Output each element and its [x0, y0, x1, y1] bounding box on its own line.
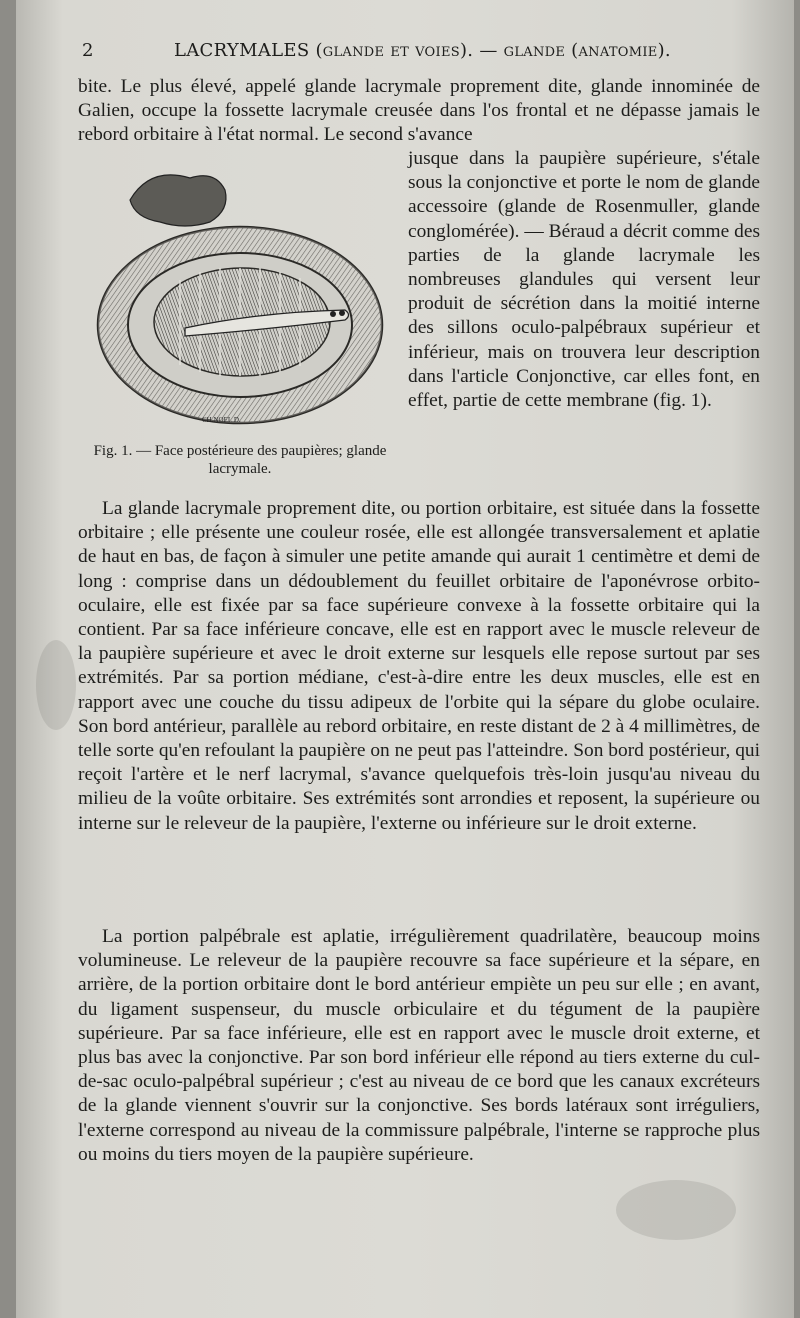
- page-number: 2: [82, 40, 94, 61]
- eyelid-engraving: [90, 160, 390, 430]
- book-page: [16, 0, 794, 1318]
- figure-caption: Fig. 1. — Face postérieure des paupières; glande lacrymale.: [93, 443, 387, 477]
- paragraph-wrapped: jusque dans la paupière supérieure, s'étale sous la conjonctive et porte le nom de glande accessoire (glande de Rosenmuller, glande conglomérée). — Béraud a décrit comme des parties de la glande lacrymale les nombreuses glandules qui versent leur produit de sécrétion dans la moitié interne des sillons oculo-palpébraux supérieur et inférieur, mais on trouvera leur description dans l'article Conjonctive, car elles font, en effet, partie de cette membrane (fig. 1).: [408, 148, 760, 412]
- paragraph-intro: bite. Le plus élevé, appelé glande lacrymale proprement dite, glande innominée de Galien, occupe la fossette lacrymale creusée dans l'os frontal et ne dépasse jamais le rebord orbitaire à l'état normal. Le second s'avance: [78, 76, 760, 146]
- engraver-signature: CH.NOEL.D.: [202, 416, 241, 424]
- paper-stain: [616, 1180, 736, 1240]
- paragraph-orbital-portion: La glande lacrymale proprement dite, ou portion orbitaire, est située dans la fossette orbitaire ; elle présente une couleur rosée, elle est allongée transversalement et aplatie de haut en bas, de façon à simuler une petite amande qui aurait 1 centimètre et demi de long : comprise dans un dédoublement du feuillet orbitaire de l'aponévrose orbito-oculaire, elle est fixée par sa face supérieure convexe à la fossette orbitaire qui la contient. Par sa face inférieure concave, elle est en rapport avec le muscle releveur de la paupière supérieure et avec le droit externe sur lesquels elle repose surtout par ses extrémités. Par sa portion médiane, c'est-à-dire entre les deux muscles, elle est en rapport avec une couche du tissu adipeux de l'orbite qui la sépare du globe oculaire. Son bord antérieur, parallèle au rebord orbitaire, en reste distant de 2 à 4 millimètres, de telle sorte qu'en refoulant la paupière on ne peut pas l'atteindre. Son bord postérieur, qui reçoit l'artère et le nerf lacrymal, s'avance quelquefois très-loin jusqu'au niveau du milieu de la voûte orbitaire. Ses extrémités sont arrondies et reposent, la supérieure ou interne sur le releveur de la paupière, l'externe ou inférieure sur le droit externe.: [78, 498, 760, 834]
- paragraph-palpebral-portion: La portion palpébrale est aplatie, irrégulièrement quadrilatère, beaucoup moins volumineuse. Le releveur de la paupière recouvre sa face supérieure et la sépare, en arrière, de la portion orbitaire dont le bord antérieur empiète un peu sur elle ; en avant, du ligament suspenseur, du muscle orbiculaire et du tégument de la paupière supérieure. Par sa face inférieure, elle est en rapport avec le muscle droit externe, et plus bas avec la conjonctive. Par son bord inférieur elle répond au tiers externe du cul-de-sac oculo-palpébral supérieur ; c'est au niveau de ce bord que les canaux excréteurs de la glande viennent s'ouvrir sur la conjonctive. Ses bords latéraux sont irréguliers, l'externe correspond au niveau de la commissure palpébrale, l'interne se rapproche plus ou moins du tiers moyen de la paupière supérieure.: [78, 926, 760, 1165]
- figure-eyelid-illustration: [90, 160, 390, 430]
- paper-stain: [36, 640, 76, 730]
- running-title: LACRYMALES (glande et voies). — glande (anatomie).: [174, 40, 671, 61]
- lacrimal-gland-shape: [130, 175, 226, 226]
